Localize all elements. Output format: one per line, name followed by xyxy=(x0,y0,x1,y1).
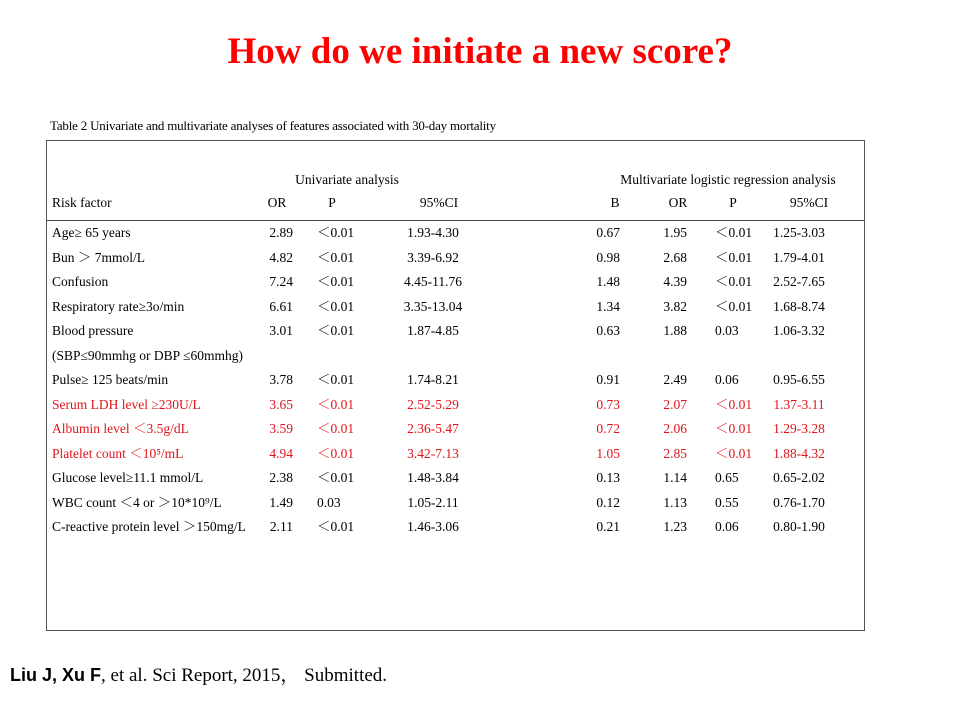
univariate-or-cell: 2.89 xyxy=(269,225,293,240)
univariate-or-cell: 2.38 xyxy=(269,470,293,485)
citation-authors: Liu J, Xu F xyxy=(10,665,102,685)
univariate-or-cell: 3.65 xyxy=(269,396,293,412)
header-univariate-p: P xyxy=(328,195,336,210)
univariate-or-cell: 1.49 xyxy=(269,494,293,510)
multivariate-ci-cell: 1.68-8.74 xyxy=(773,298,825,314)
univariate-ci-cell: 1.87-4.85 xyxy=(407,323,459,338)
results-table xyxy=(46,140,865,631)
univariate-p-cell: ＜0.01 xyxy=(317,421,355,436)
multivariate-ci-cell: 0.95-6.55 xyxy=(773,372,825,387)
univariate-ci-cell: 2.36-5.47 xyxy=(407,421,459,436)
multivariate-ci-cell: 1.06-3.32 xyxy=(773,323,825,338)
multivariate-ci-cell: 1.79-4.01 xyxy=(773,249,825,265)
multivariate-b-cell: 0.72 xyxy=(596,421,620,436)
multivariate-ci-cell: 2.52-7.65 xyxy=(773,274,825,289)
multivariate-or-cell: 2.07 xyxy=(663,396,687,412)
univariate-p-cell: ＜0.01 xyxy=(317,445,355,461)
multivariate-or-cell: 2.49 xyxy=(663,372,687,387)
multivariate-p-cell: 0.03 xyxy=(715,323,739,338)
univariate-ci-cell: 2.52-5.29 xyxy=(407,396,459,412)
risk-factor-cell: (SBP≤90mmhg or DBP ≤60mmhg) xyxy=(52,347,243,363)
multivariate-b-cell: 1.05 xyxy=(596,445,620,461)
univariate-p-cell: ＜0.01 xyxy=(317,225,355,240)
multivariate-or-cell: 4.39 xyxy=(663,274,687,289)
univariate-ci-cell: 3.35-13.04 xyxy=(403,298,463,314)
univariate-or-cell: 4.82 xyxy=(269,249,293,265)
multivariate-or-cell: 2.85 xyxy=(663,445,687,461)
univariate-ci-cell: 1.74-8.21 xyxy=(407,372,459,387)
multivariate-or-cell: 1.23 xyxy=(663,519,687,534)
univariate-p-cell: ＜0.01 xyxy=(317,298,355,314)
header-univariate-or: OR xyxy=(267,195,287,210)
univariate-or-cell: 4.94 xyxy=(269,445,293,461)
univariate-p-cell: ＜0.01 xyxy=(317,396,355,412)
univariate-p-cell: ＜0.01 xyxy=(317,470,355,485)
multivariate-p-cell: ＜0.01 xyxy=(715,225,753,240)
multivariate-ci-cell: 1.88-4.32 xyxy=(773,445,825,461)
univariate-p-cell: ＜0.01 xyxy=(317,519,355,534)
univariate-ci-cell: 1.48-3.84 xyxy=(407,470,459,485)
risk-factor-cell: Age≥ 65 years xyxy=(52,225,131,240)
multivariate-p-cell: 0.55 xyxy=(715,494,739,510)
univariate-ci-cell: 1.46-3.06 xyxy=(407,519,459,534)
multivariate-or-cell: 2.06 xyxy=(663,421,687,436)
slide-title: How do we initiate a new score? xyxy=(227,31,733,72)
multivariate-ci-cell: 1.25-3.03 xyxy=(773,225,825,240)
risk-factor-cell: Platelet count ＜10⁵/mL xyxy=(52,445,184,461)
risk-factor-cell: Respiratory rate≥3o/min xyxy=(52,298,185,314)
univariate-or-cell: 3.01 xyxy=(269,323,293,338)
multivariate-or-cell: 2.68 xyxy=(663,249,687,265)
multivariate-ci-cell: 1.37-3.11 xyxy=(773,396,825,412)
table-caption: Table 2 Univariate and multivariate analyses of features associated with 30-day mortality xyxy=(50,118,496,133)
multivariate-or-cell: 1.14 xyxy=(663,470,687,485)
univariate-p-cell: ＜0.01 xyxy=(317,274,355,289)
header-multivariate-p: P xyxy=(729,195,737,210)
multivariate-b-cell: 0.63 xyxy=(596,323,620,338)
risk-factor-cell: Bun ＞ 7mmol/L xyxy=(52,249,146,265)
multivariate-p-cell: 0.65 xyxy=(715,470,739,485)
header-rule xyxy=(47,220,864,221)
univariate-ci-cell: 3.39-6.92 xyxy=(407,249,459,265)
multivariate-or-cell: 1.13 xyxy=(663,494,687,510)
risk-factor-cell: Serum LDH level ≥230U/L xyxy=(52,396,201,412)
header-multivariate-or: OR xyxy=(668,195,688,210)
multivariate-p-cell: ＜0.01 xyxy=(715,421,753,436)
multivariate-p-cell: 0.06 xyxy=(715,519,739,534)
citation-source: , et al. Sci Report, 2015， Submitted. xyxy=(101,665,388,686)
multivariate-b-cell: 0.67 xyxy=(596,225,620,240)
multivariate-or-cell: 3.82 xyxy=(663,298,687,314)
multivariate-b-cell: 0.91 xyxy=(596,372,620,387)
header-univariate-ci: 95%CI xyxy=(419,195,459,210)
univariate-or-cell: 3.78 xyxy=(269,372,293,387)
univariate-or-cell: 6.61 xyxy=(269,298,293,314)
univariate-ci-cell: 4.45-11.76 xyxy=(404,274,462,289)
header-multivariate-ci: 95%CI xyxy=(789,195,829,210)
univariate-p-cell: ＜0.01 xyxy=(317,372,355,387)
risk-factor-cell: Glucose level≥11.1 mmol/L xyxy=(52,470,204,485)
risk-factor-cell: WBC count ＜4 or ＞10*10⁹/L xyxy=(52,494,222,510)
univariate-ci-cell: 1.05-2.11 xyxy=(407,494,459,510)
multivariate-p-cell: ＜0.01 xyxy=(715,298,753,314)
multivariate-p-cell: ＜0.01 xyxy=(715,396,753,412)
multivariate-b-cell: 0.73 xyxy=(596,396,620,412)
multivariate-p-cell: 0.06 xyxy=(715,372,739,387)
multivariate-b-cell: 0.98 xyxy=(596,249,620,265)
multivariate-b-cell: 0.12 xyxy=(596,494,620,510)
risk-factor-cell: Confusion xyxy=(52,274,109,289)
multivariate-b-cell: 0.13 xyxy=(596,470,620,485)
multivariate-b-cell: 1.48 xyxy=(596,274,620,289)
multivariate-or-cell: 1.95 xyxy=(663,225,687,240)
multivariate-or-cell: 1.88 xyxy=(663,323,687,338)
multivariate-ci-cell: 1.29-3.28 xyxy=(773,421,825,436)
risk-factor-cell: Blood pressure xyxy=(52,323,134,338)
multivariate-ci-cell: 0.65-2.02 xyxy=(773,470,825,485)
univariate-group-header: Univariate analysis xyxy=(295,172,399,187)
risk-factor-cell: Albumin level ＜3.5g/dL xyxy=(52,421,189,436)
header-multivariate-b: B xyxy=(610,195,620,210)
risk-factor-cell: C-reactive protein level ＞150mg/L xyxy=(52,519,246,534)
univariate-or-cell: 7.24 xyxy=(269,274,293,289)
univariate-p-cell: 0.03 xyxy=(317,494,341,510)
univariate-ci-cell: 3.42-7.13 xyxy=(407,445,459,461)
multivariate-b-cell: 0.21 xyxy=(596,519,620,534)
univariate-or-cell: 2.11 xyxy=(269,519,293,534)
multivariate-p-cell: ＜0.01 xyxy=(715,274,753,289)
header-risk-factor: Risk factor xyxy=(52,195,112,210)
multivariate-p-cell: ＜0.01 xyxy=(715,445,753,461)
univariate-ci-cell: 1.93-4.30 xyxy=(407,225,459,240)
citation xyxy=(10,660,387,687)
univariate-p-cell: ＜0.01 xyxy=(317,249,355,265)
univariate-p-cell: ＜0.01 xyxy=(317,323,355,338)
multivariate-p-cell: ＜0.01 xyxy=(715,249,753,265)
univariate-or-cell: 3.59 xyxy=(269,421,293,436)
risk-factor-cell: Pulse≥ 125 beats/min xyxy=(52,372,169,387)
multivariate-group-header: Multivariate logistic regression analysis xyxy=(620,172,836,187)
multivariate-ci-cell: 0.80-1.90 xyxy=(773,519,825,534)
multivariate-ci-cell: 0.76-1.70 xyxy=(773,494,825,510)
multivariate-b-cell: 1.34 xyxy=(596,298,620,314)
